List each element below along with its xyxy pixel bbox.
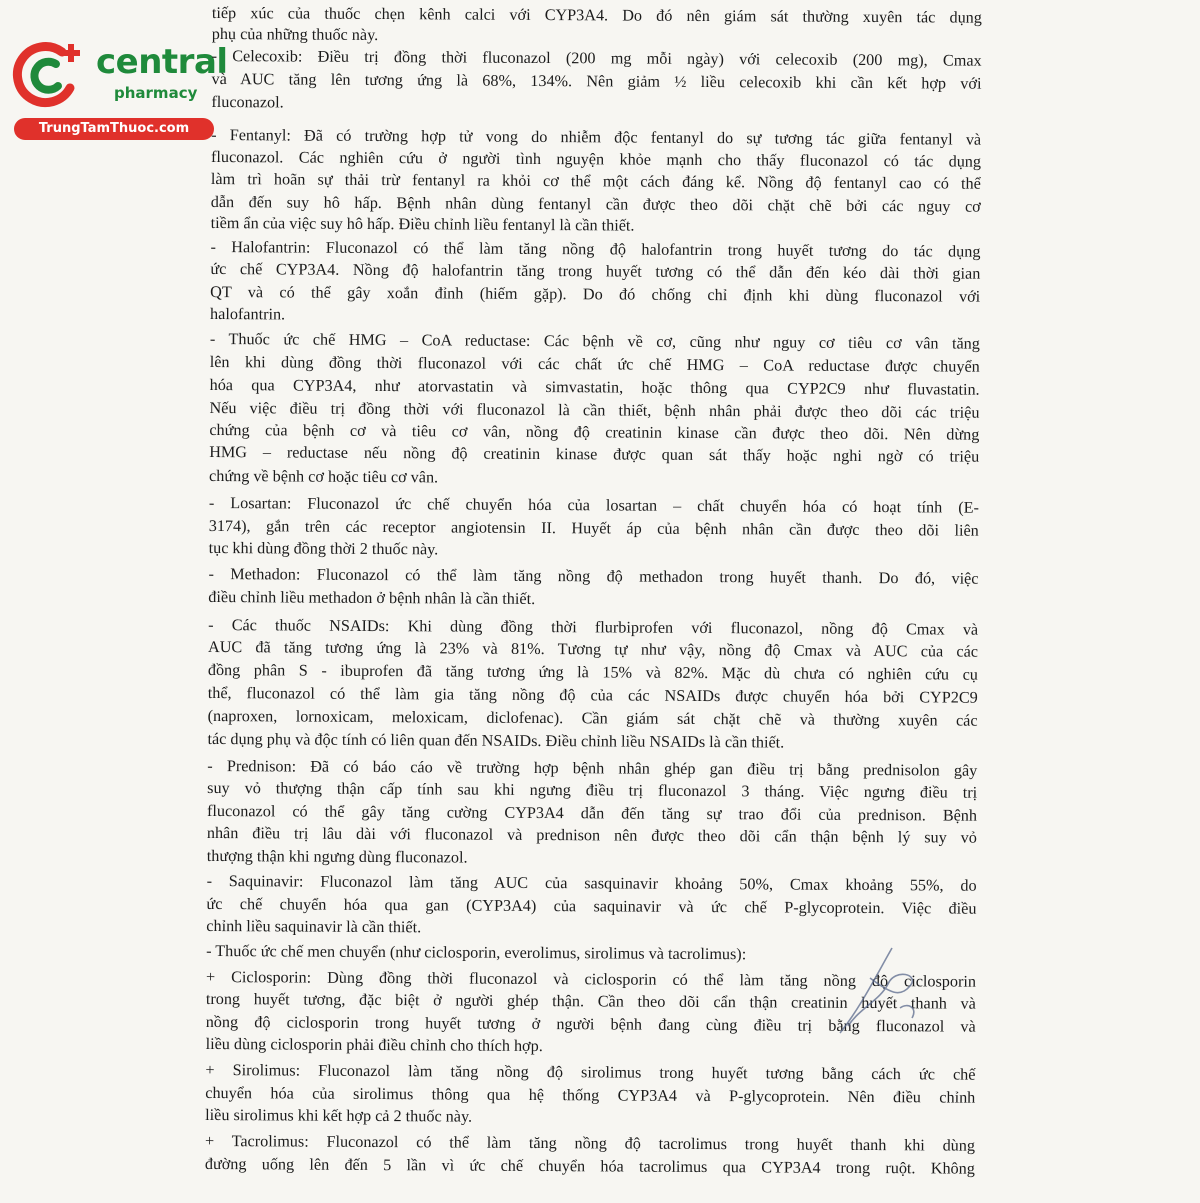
text-line: đường uống lên đến 5 lần vì ức chế chuyển hóa tacrolimus qua CYP3A4 trong ruột. Không <box>204 1154 975 1178</box>
text-line: trong huyết tương, đặc biệt ở người ghép thận. Cần theo dõi cẩn thận creatinin huyết thanh và <box>205 989 976 1013</box>
text-line: - Losartan: Fluconazol ức chế chuyển hóa của losartan – chất chuyển hóa có hoạt tính (E- <box>208 493 979 517</box>
text-line: chứng của bệnh cơ và tiêu cơ vân, nồng độ creatinin kinase cần được theo dõi. Nên dừng <box>209 420 980 444</box>
text-line: ức chế CYP3A4. Nồng độ halofantrin tăng trong huyết tương có thể dẫn đến kéo dài thời gian <box>210 259 981 283</box>
text-line: - Prednison: Đã có báo cáo về trường hợp bệnh nhân ghép gan điều trị bằng prednisolon gây <box>207 756 978 780</box>
text-line: tiềm ẩn của việc suy hô hấp. Điều chỉnh liều fentanyl là cần thiết. <box>210 213 635 235</box>
central-pharmacy-logo[interactable] <box>10 36 228 146</box>
text-line: ức chế chuyển hóa qua gan (CYP3A4) của saquinavir và ức chế P-glycoprotein. Việc điều <box>206 894 977 918</box>
brand-subtitle: pharmacy <box>114 84 198 102</box>
text-line: fluconazol. <box>211 92 284 112</box>
site-url-badge[interactable]: TrungTamThuoc.com <box>14 118 214 140</box>
text-line: nhân điều trị lâu dài với fluconazol và prednison nên được theo dõi cẩn thận bệnh lý suy vỏ <box>206 823 977 847</box>
text-line: halofantrin. <box>210 304 286 324</box>
text-line: fluconazol. Các nghiên cứu ở người tình nguyện khỏe mạnh cho thấy fluconazol có tác dụng <box>210 147 982 171</box>
text-line: QT và có thể gây xoắn đỉnh (hiếm gặp). Do đó chống chỉ định khi dùng fluconazol với <box>210 282 981 306</box>
text-line: - Celecoxib: Điều trị đồng thời fluconazol (200 mg mỗi ngày) với celecoxib (200 mg), Cmax <box>211 46 982 70</box>
text-line: thể, fluconazol có thể làm gia tăng nồng độ của các NSAIDs được chuyển hóa bởi CYP2C9 <box>207 683 978 707</box>
text-line: thượng thận khi ngưng dùng fluconazol. <box>206 846 468 867</box>
text-line: lên khi dùng đồng thời fluconazol với các chất ức chế HMG – CoA reductase được chuyển <box>209 352 980 376</box>
text-line: liều sirolimus khi kết hợp cả 2 thuốc này. <box>205 1105 473 1126</box>
text-line: - Thuốc ức chế men chuyển (như ciclosporin, everolimus, sirolimus và tacrolimus): <box>206 941 747 964</box>
text-line: liều dùng ciclosporin phải điều chỉnh cho thích hợp. <box>205 1034 543 1056</box>
text-line: làm trì hoãn sự thải trừ fentanyl ra khỏi cơ thể một cách đáng kể. Nồng độ fentanyl cao có thể <box>210 169 981 193</box>
text-line: - Các thuốc NSAIDs: Khi dùng đồng thời flurbiprofen với fluconazol, nồng độ Cmax và <box>208 615 979 639</box>
text-line: + Ciclosporin: Dùng đồng thời fluconazol và ciclosporin có thể làm tăng nồng độ ciclosporin <box>205 967 977 991</box>
text-line: tác dụng phụ và độc tính có liên quan đến NSAIDs. Điều chỉnh liều NSAIDs là cần thiết. <box>207 729 785 752</box>
text-line: tiếp xúc của thuốc chẹn kênh calci với CYP3A4. Do đó nên giám sát thường xuyên tác dụng <box>211 3 982 27</box>
text-line: dẫn đến suy hô hấp. Bệnh nhân dùng fentanyl cần được theo dõi chặt chẽ bởi các nguy cơ <box>210 192 981 216</box>
text-line: AUC đã tăng tương ứng là 23% và 81%. Tương tự như vậy, nồng độ Cmax và AUC của các <box>207 637 979 661</box>
text-line: - Thuốc ức chế HMG – CoA reductase: Các bệnh về cơ, cũng như nguy cơ tiêu cơ vân tăng <box>209 329 980 353</box>
brand-name: central <box>96 42 228 82</box>
text-line: điều chỉnh liều methadon ở bệnh nhân là cần thiết. <box>208 587 536 608</box>
pharmacy-c-cross-icon <box>10 36 90 116</box>
text-line: HMG – reductase nếu nồng độ creatinin kinase được quan sát thấy hoặc nghi ngờ có triệu <box>209 442 980 466</box>
text-line: (naproxen, lornoxicam, meloxicam, diclofenac). Cần giám sát chặt chẽ và thường xuyên các <box>207 706 978 730</box>
text-line: - Methadon: Fluconazol có thể làm tăng nồng độ methadon trong huyết thanh. Do đó, việc <box>208 564 979 588</box>
text-line: nồng độ ciclosporin trong huyết tương ở người bệnh đang cùng điều trị bằng fluconazol và <box>205 1012 976 1036</box>
text-line: tục khi dùng đồng thời 2 thuốc này. <box>208 538 439 559</box>
text-line: và AUC tăng lên tương ứng là 68%, 134%. Nên giảm ½ liều celecoxib khi cần kết hợp với <box>211 69 982 93</box>
text-line: đồng phân S - ibuprofen đã tăng tương ứng là 15% và 82%. Mặc dù chưa có nghiên cứu cụ <box>207 660 978 684</box>
text-line: suy vỏ thượng thận cấp tính sau khi ngưng điều trị fluconazol 3 tháng. Việc ngưng điều trị <box>207 778 978 802</box>
text-line: + Tacrolimus: Fluconazol có thể làm tăng nồng độ tacrolimus trong huyết thanh khi dùng <box>204 1131 976 1155</box>
text-line: - Saquinavir: Fluconazol làm tăng AUC của sasquinavir khoảng 50%, Cmax khoảng 55%, do <box>206 871 977 895</box>
text-line: chứng về bệnh cơ hoặc tiêu cơ vân. <box>209 466 439 487</box>
text-line: - Halofantrin: Fluconazol có thể làm tăng nồng độ halofantrin trong huyết tương do tác dụng <box>210 237 981 261</box>
text-line: phụ của những thuốc này. <box>211 24 379 45</box>
text-line: hóa qua CYP3A4, như atorvastatin và simvastatin, hoặc thông qua CYP2C9 như fluvastatin. <box>209 375 980 399</box>
text-line: + Sirolimus: Fluconazol làm tăng nồng độ sirolimus trong huyết tương bằng cách ức chế <box>205 1060 976 1084</box>
text-line: 3174), gắn trên các receptor angiotensin II. Huyết áp của bệnh nhân cần được theo dõi liên <box>208 516 979 540</box>
text-line: Nếu việc điều trị đồng thời với fluconazol là cần thiết, bệnh nhân phải được theo dõi các triệu <box>209 398 980 422</box>
text-line: - Fentanyl: Đã có trường hợp tử vong do nhiễm độc fentanyl do sự tương tác giữa fentanyl và <box>211 125 982 149</box>
text-line: fluconazol có thể gây tăng cường CYP3A4 dẫn đến tăng sự trao đổi của prednison. Bệnh <box>206 801 978 825</box>
document-text <box>205 0 982 1203</box>
text-line: chỉnh liều saquinavir là cần thiết. <box>206 916 422 937</box>
text-line: chuyển hóa của sirolimus thông qua hệ thống CYP3A4 và P-glycoprotein. Nên điều chỉnh <box>205 1083 976 1107</box>
